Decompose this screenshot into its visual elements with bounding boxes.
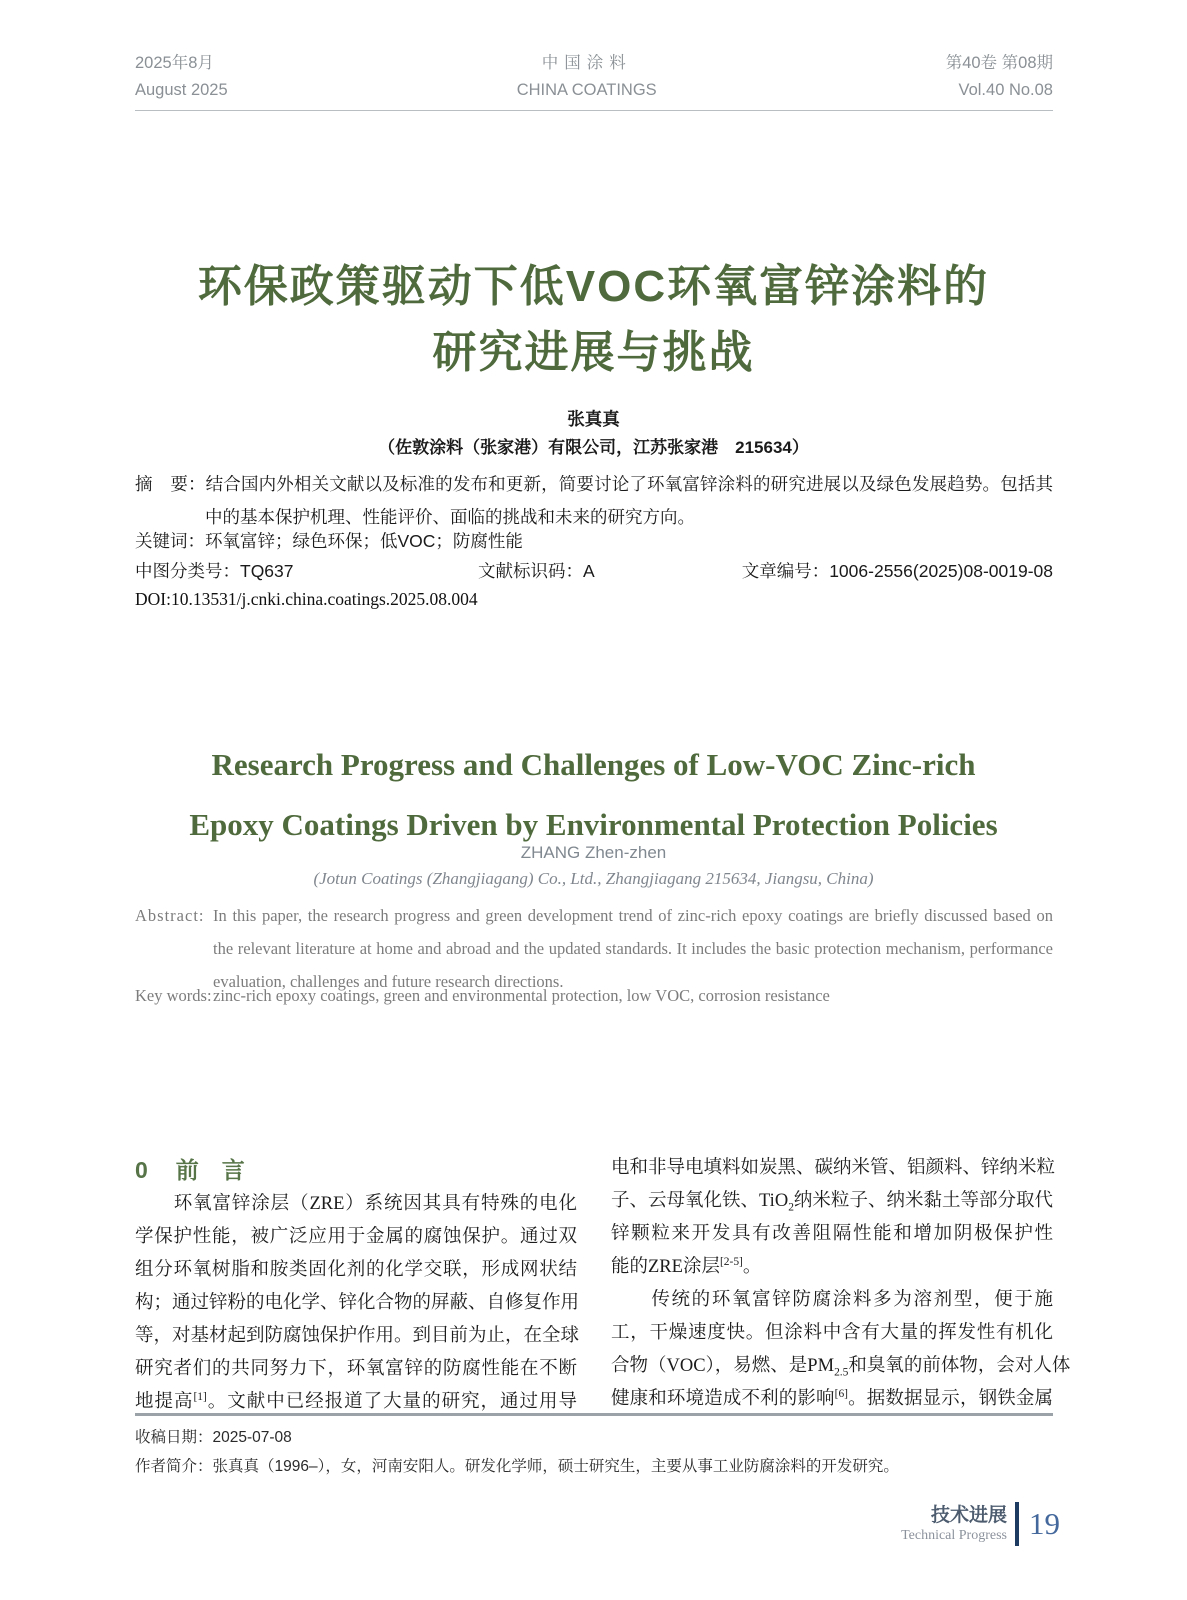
article-title-zh-line2: 研究进展与挑战 (432, 328, 755, 377)
article-title-en (0, 735, 1187, 855)
body-text-line: 构；通过锌粉的电化学、锌化合物的屏蔽、自修复作用 (135, 1293, 580, 1313)
section-title: 前 言 (175, 1157, 245, 1183)
issue-info-en: Vol.40 No.08 (958, 81, 1053, 99)
body-text-line: 合物（VOC），易燃、是$PM_{2.5}$和臭氧的前体物，会对人体 (611, 1356, 1071, 1379)
article-affiliation-zh: （佐敦涂料（张家港）有限公司，江苏张家港 215634） (378, 438, 809, 457)
footer-column-zh: 技术进展 (930, 1504, 1007, 1526)
abstract-en-line: evaluation, challenges and future research directions. (213, 972, 564, 991)
received-date: 收稿日期：2025-07-08 (135, 1429, 292, 1446)
footer-column-en: Technical Progress (901, 1527, 1007, 1543)
abstract-zh (135, 468, 1053, 534)
author-bio: 作者简介：张真真（1996–），女，河南安阳人。研发化学师，硕士研究生，主要从事工业防腐涂料的开发研究。 (135, 1458, 899, 1475)
issue-info-zh: 第40卷 第08期 (945, 54, 1053, 72)
journal-name (517, 50, 657, 104)
clc-number: 中图分类号：TQ637 (135, 561, 294, 581)
article-affiliation-en: (Jotun Coatings (Zhangjiagang) Co., Ltd., Zhangjiagang 215634, Jiangsu, China) (313, 869, 874, 888)
body-text-line: 子、云母氧化铁、TiO$_2$纳米粒子、纳米黏土等部分取代 (611, 1191, 1053, 1214)
article-meta-row (135, 558, 1053, 582)
abstract-label-en: Abstract: (135, 906, 205, 925)
keywords-text-zh: 环氧富锌；绿色环保；低VOC；防腐性能 (205, 531, 523, 551)
abstract-en-line: In this paper, the research progress and green development trend of zinc-rich epoxy coatings are briefly discussed based on (213, 906, 1053, 925)
body-text-line: 组分环氧树脂和胺类固化剂的化学交联，形成网状结 (135, 1260, 577, 1280)
document-code: 文献标识码：A (478, 561, 595, 581)
keywords-text-en: zinc-rich epoxy coatings, green and environmental protection, low VOC, corrosion resistance (213, 986, 830, 1005)
article-author-en: ZHANG Zhen-zhen (520, 843, 667, 862)
section-heading (135, 1152, 577, 1188)
article-title-zh-line1: 环保政策驱动下低VOC环氧富锌涂料的 (197, 262, 990, 311)
footer-divider-bar (1015, 1502, 1019, 1546)
body-text-line: 地提高[1]。文献中已经报道了大量的研究，通过用导 (135, 1390, 577, 1412)
article-title-en-line2: Epoxy Coatings Driven by Environmental Protection Policies (189, 807, 998, 842)
body-text-line: 锌颗粒来开发具有改善阻隔性能和增加阴极保护性 (611, 1224, 1053, 1244)
abstract-en-line: the relevant literature at home and abroad and the updated standards. It includes the basic protection mechanism, performance (213, 939, 1053, 958)
header-date-zh: 2025年8月 (135, 54, 214, 72)
page-header (135, 50, 1053, 104)
header-date-en: August 2025 (135, 81, 228, 99)
page-header-date (135, 50, 228, 104)
keywords-en (135, 986, 1053, 1006)
doi: DOI:10.13531/j.cnki.china.coatings.2025.08.004 (135, 589, 478, 609)
abstract-label-zh: 摘 要： (135, 474, 206, 494)
section-number: 0 (135, 1157, 148, 1183)
abstract-en (135, 899, 1053, 998)
keywords-label-zh: 关键词： (135, 531, 205, 551)
keywords-zh (135, 528, 1053, 553)
page-number: 19 (1029, 1506, 1060, 1541)
journal-name-zh: 中国涂料 (541, 54, 632, 72)
article-number: 文章编号：1006-2556(2025)08-0019-08 (741, 561, 1053, 581)
body-text-line: 研究者们的共同努力下，环氧富锌的防腐性能在不断 (135, 1359, 577, 1379)
body-text-line: 健康和环境造成不利的影响[6]。据数据显示，钢铁金属 (611, 1387, 1053, 1409)
keywords-label-en: Key words: (135, 986, 212, 1005)
body-text-line: 能的ZRE涂层[2-5]。 (611, 1255, 762, 1277)
journal-name-en: CHINA COATINGS (516, 81, 657, 99)
body-text-line: 电和非导电填料如炭黑、碳纳米管、铝颜料、锌纳米粒 (611, 1158, 1056, 1178)
issue-info (946, 50, 1053, 104)
body-text-line: 环氧富锌涂层（ZRE）系统因其具有特殊的电化 (135, 1194, 577, 1214)
body-column-right (611, 1152, 1071, 1416)
body-text-line: 等，对基材起到防腐蚀保护作用。到目前为止，在全球 (135, 1326, 580, 1346)
body-column-left (135, 1152, 580, 1419)
body-text-line: 传统的环氧富锌防腐涂料多为溶剂型，便于施 (611, 1290, 1053, 1310)
body-text-line: 学保护性能，被广泛应用于金属的腐蚀保护。通过双 (135, 1227, 577, 1247)
body-text-line: 工，干燥速度快。但涂料中含有大量的挥发性有机化 (611, 1323, 1053, 1343)
header-divider (135, 110, 1053, 111)
page-footer (901, 1502, 1060, 1546)
article-author-zh: 张真真 (567, 409, 620, 429)
footer-column-name (901, 1505, 1007, 1544)
footnote-divider (135, 1413, 1053, 1416)
article-title-en-line1: Research Progress and Challenges of Low-VOC Zinc-rich (211, 747, 976, 782)
article-title-zh (0, 254, 1187, 386)
abstract-text-zh: 结合国内外相关文献以及标准的发布和更新，简要讨论了环氧富锌涂料的研究进展以及绿色发展趋势。包括其中的基本保护机理、性能评价、面临的挑战和未来的研究方向。 (205, 474, 1054, 527)
